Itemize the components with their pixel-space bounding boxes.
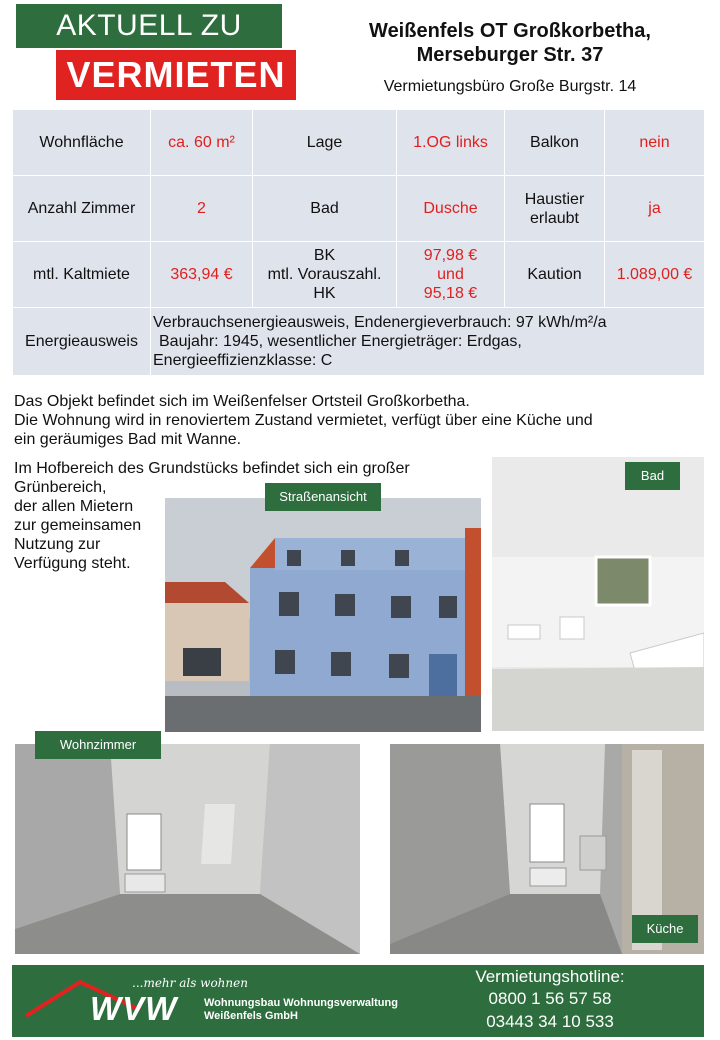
vorauszahlung-value-line-2: und (437, 266, 464, 283)
energie-label: Energieausweis (13, 308, 151, 376)
street-view-image (165, 498, 481, 732)
living-room-label: Wohnzimmer (35, 731, 161, 759)
haustier-label (505, 176, 605, 242)
vorauszahlung-value-line-1: 97,98 € (423, 247, 478, 264)
vorauszahlung-label-line-3: HK (313, 285, 336, 302)
description-line: zur gemeinsamen (14, 517, 142, 534)
street-view-label: Straßenansicht (265, 483, 381, 511)
kitchen-label: Küche (632, 915, 698, 943)
kaltmiete-label: mtl. Kaltmiete (13, 242, 151, 308)
description-block (14, 392, 714, 449)
vorauszahlung-label (253, 242, 397, 308)
description-line: Verfügung steht. (14, 555, 131, 572)
vorauszahlung-value (397, 242, 505, 308)
apartment-info-table (12, 109, 705, 376)
table-row (13, 308, 705, 376)
kaution-label: Kaution (505, 242, 605, 308)
haustier-label-line-2: erlaubt (530, 209, 579, 227)
balkon-label: Balkon (505, 110, 605, 176)
wohnflaeche-value: ca. 60 m² (151, 110, 253, 176)
bath-photo (492, 457, 704, 731)
page-title-line-1: Weißenfels OT Großkorbetha, (369, 20, 651, 42)
page-title-line-2: Merseburger Str. 37 (416, 44, 604, 66)
energie-details (151, 308, 705, 376)
company-name-line-2: Weißenfels GmbH (204, 1010, 298, 1022)
description-line: der allen Mietern (14, 498, 134, 515)
description-line: ein geräumiges Bad mit Wanne. (14, 431, 242, 448)
wohnflaeche-label: Wohnfläche (13, 110, 151, 176)
energie-line-1: Verbrauchsenergieausweis, Endenergieverbrauch: 97 kWh/m²/a (153, 314, 607, 331)
bath-image (492, 457, 704, 731)
company-name-line-1: Wohnungsbau Wohnungsverwaltung (204, 997, 398, 1009)
vorauszahlung-label-line-1: BK (313, 247, 336, 264)
lage-value: 1.OG links (397, 110, 505, 176)
kaution-value: 1.089,00 € (605, 242, 705, 308)
vorauszahlung-label-line-2: mtl. Vorauszahl. (267, 266, 382, 283)
bad-value: Dusche (397, 176, 505, 242)
bath-label: Bad (625, 462, 680, 490)
hotline-title: Vermietungshotline: (475, 967, 625, 986)
living-room-photo (15, 744, 360, 954)
balkon-value: nein (605, 110, 705, 176)
haustier-label-line-1: Haustier (524, 190, 585, 208)
living-room-image (15, 744, 360, 954)
badge-vermieten: VERMIETEN (56, 50, 296, 100)
zimmer-value: 2 (151, 176, 253, 242)
logo-tagline: ...mehr als wohnen (132, 976, 248, 990)
kaltmiete-value: 363,94 € (151, 242, 253, 308)
energie-line-3: Energieeffizienzklasse: C (153, 352, 333, 369)
description-line: Grünbereich, (14, 479, 107, 496)
table-row (13, 176, 705, 242)
haustier-value: ja (605, 176, 705, 242)
table-row (13, 110, 705, 176)
description-line: Nutzung zur (14, 536, 101, 553)
hotline-number-2[interactable]: 03443 34 10 533 (486, 1012, 614, 1031)
energie-line-2: Baujahr: 1945, wesentlicher Energieträger: Erdgas, (159, 333, 522, 350)
hotline-number-1[interactable]: 0800 1 56 57 58 (488, 989, 612, 1008)
lage-label: Lage (253, 110, 397, 176)
zimmer-label: Anzahl Zimmer (13, 176, 151, 242)
table-row (13, 242, 705, 308)
bad-label: Bad (253, 176, 397, 242)
street-view-photo (165, 498, 481, 732)
description-line: Im Hofbereich des Grundstücks befindet sich ein großer (14, 460, 410, 477)
office-address: Vermietungsbüro Große Burgstr. 14 (383, 78, 637, 95)
description-line: Die Wohnung wird in renoviertem Zustand vermietet, verfügt über eine Küche und (14, 412, 593, 429)
description-line: Das Objekt befindet sich im Weißenfelser Ortsteil Großkorbetha. (14, 393, 470, 410)
company-logo: WVW (90, 990, 178, 1027)
vorauszahlung-value-line-3: 95,18 € (423, 285, 478, 302)
badge-aktuell: AKTUELL ZU (16, 4, 282, 48)
